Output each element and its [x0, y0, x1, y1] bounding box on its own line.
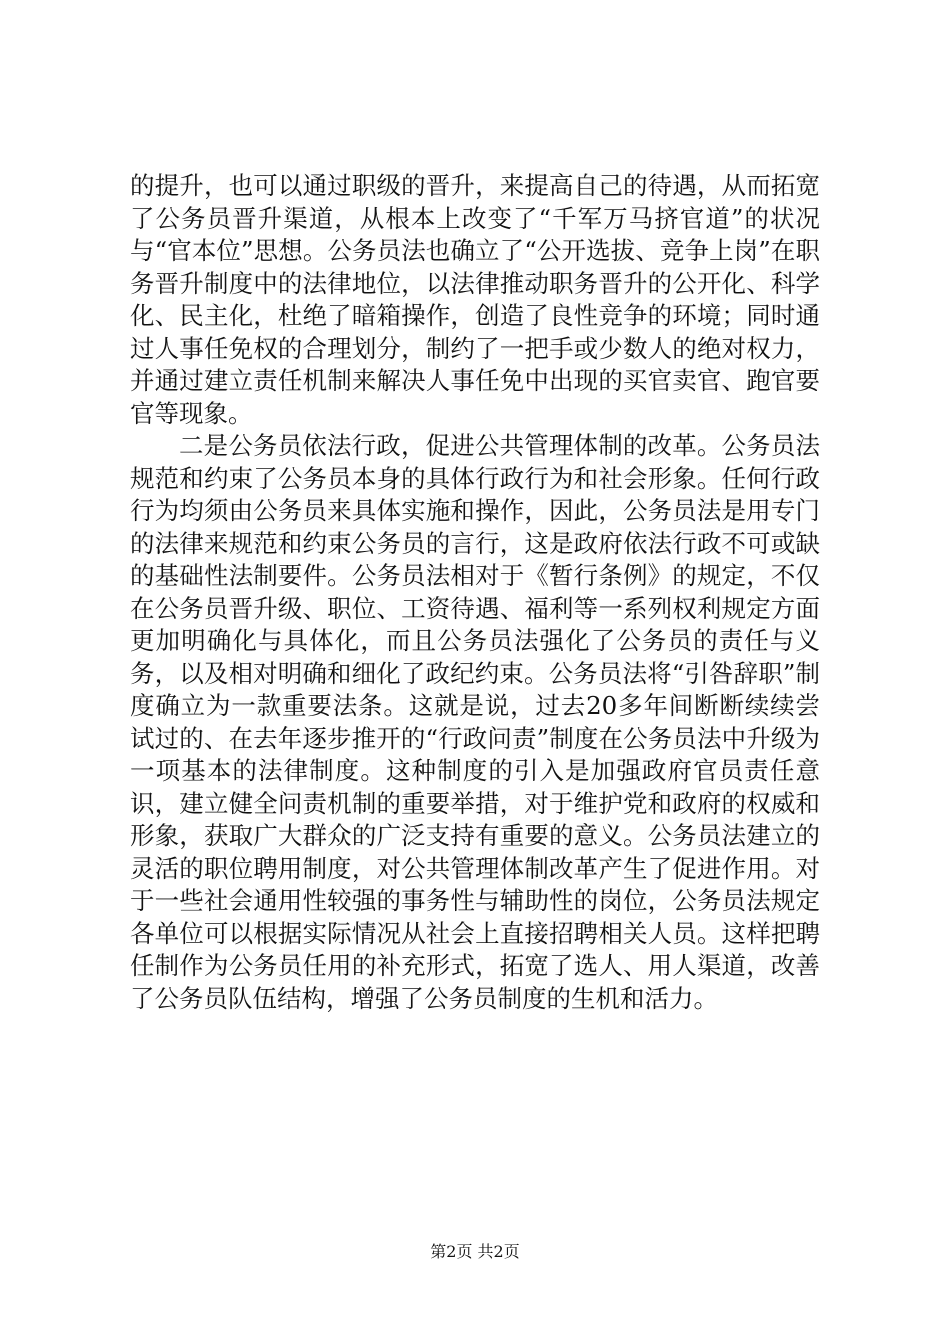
page-footer: 第2页 共2页 [430, 1242, 520, 1261]
paragraph-continuation: 的提升，也可以通过职级的晋升，来提高自己的待遇，从而拓宽了公务员晋升渠道，从根本上改变了“千军万马挤官道”的状况与“官本位”思想。公务员法也确立了“公开选拔、竞争上岗”在职务晋升制度中的法律地位，以法律推动职务晋升的公开化、科学化、民主化，杜绝了暗箱操作，创造了良性竞争的环境；同时通过人事任免权的合理划分，制约了一把手或少数人的绝对权力，并通过建立责任机制来解决人事任免中出现的买官卖官、跑官要官等现象。 [130, 171, 820, 428]
document-body [130, 170, 820, 1015]
paragraph-second-point: 二是公务员依法行政，促进公共管理体制的改革。公务员法规范和约束了公务员本身的具体行政行为和社会形象。任何行政行为均须由公务员来具体实施和操作，因此，公务员法是用专门的法律来规范和约束公务员的言行，这是政府依法行政不可或缺的基础性法制要件。公务员法相对于《暂行条例》的规定，不仅在公务员晋升级、职位、工资待遇、福利等一系列权利规定方面更加明确化与具体化，而且公务员法强化了公务员的责任与义务，以及相对明确和细化了政纪约束。公务员法将“引咎辞职”制度确立为一款重要法条。这就是说，过去20多年间断断续续尝试过的、在去年逐步推开的“行政问责”制度在公务员法中升级为一项基本的法律制度。这种制度的引入是加强政府官员责任意识，建立健全问责机制的重要举措，对于维护党和政府的权威和形象，获取广大群众的广泛支持有重要的意义。公务员法建立的灵活的职位聘用制度，对公共管理体制改革产生了促进作用。对于一些社会通用性较强的事务性与辅助性的岗位，公务员法规定各单位可以根据实际情况从社会上直接招聘相关人员。这样把聘任制作为公务员任用的补充形式，拓宽了选人、用人渠道，改善了公务员队伍结构，增强了公务员制度的生机和活力。 [130, 431, 820, 1013]
